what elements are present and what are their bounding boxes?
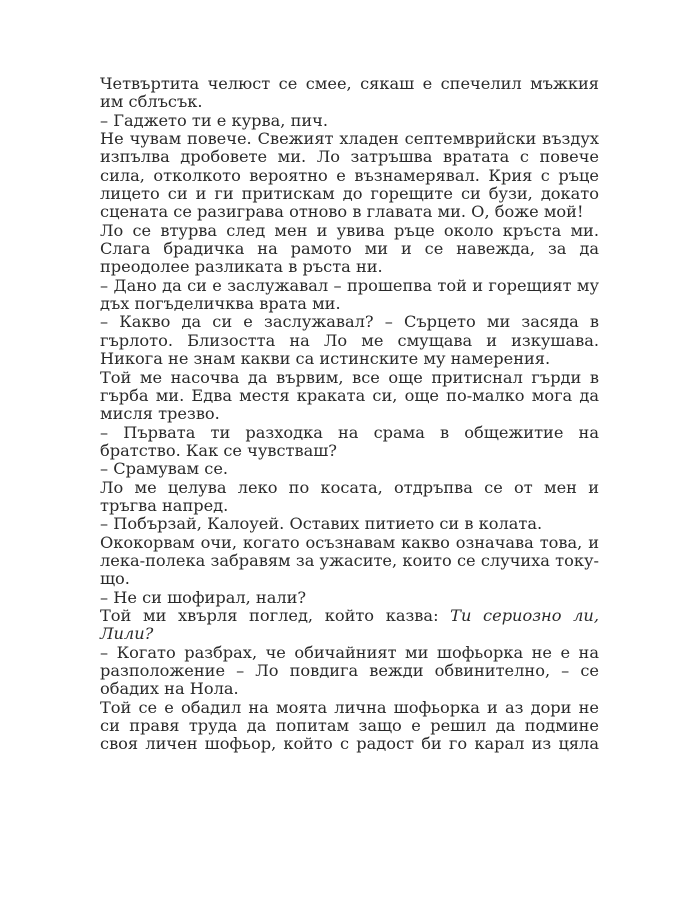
paragraph: – Първата ти разходка на срама в общежитие на братство. Как се чувстваш? bbox=[100, 422, 599, 460]
paragraph: – Какво да си е заслужавал? – Сърцето ми засяда в гърлото. Близостта на Ло ме смущава и изкушава. Никога не знам какви са истинските му намерения. bbox=[100, 312, 599, 369]
paragraph-text: Той ми хвърля поглед, който казва: bbox=[100, 605, 451, 625]
body-text bbox=[100, 75, 599, 754]
paragraph: Ло се втурва след мен и увива ръце около кръста ми. Слага брадичка на рамото ми и се навежда, за да преодолее разликата в ръста ни. bbox=[100, 220, 599, 277]
paragraph: – Не си шофирал, нали? bbox=[100, 587, 307, 607]
paragraph: Той се е обадил на моята лична шофьорка и аз дори не си правя труда да попитам защо е решил да подмине своя личен шофьор, който с радост би го карал из цяла bbox=[100, 697, 599, 754]
paragraph: Той ме насочва да вървим, все още притиснал гърди в гърба ми. Едва местя краката си, още по-малко мога да мисля трезво. bbox=[100, 367, 599, 424]
paragraph bbox=[100, 607, 599, 644]
paragraph: – Побързай, Калоуей. Оставих питието си в колата. bbox=[100, 514, 543, 534]
italic-thought: Ти сериозно ли, Лили? bbox=[100, 605, 599, 644]
paragraph: Четвъртита челюст се смее, сякаш е спечелил мъжкия им сблъсък. bbox=[100, 74, 599, 112]
paragraph: Ло ме целува леко по косата, отдръпва се от мен и тръгва напред. bbox=[100, 477, 599, 515]
paragraph: Не чувам повече. Свежият хладен септемврийски въздух изпълва дробовете ми. Ло затръшва вратата с повече сила, отколкото вероятно е възнамерявал. Крия с ръце лицето си и ги притискам до горещите си бузи, докато сцената се разиграва отново в главата ми. О, боже мой! bbox=[100, 129, 599, 222]
paragraph: Ококорвам очи, когато осъзнавам какво означава това, и лека-полека забравям за ужасите, които се случиха току-що. bbox=[100, 532, 599, 589]
paragraph: – Гаджето ти е курва, пич. bbox=[100, 110, 328, 130]
paragraph: – Когато разбрах, че обичайният ми шофьорка не е на разположение – Ло повдига вежди обвинително, – се обадих на Нола. bbox=[100, 642, 599, 699]
paragraph: – Дано да си е заслужавал – прошепва той и горещият му дъх погъделичква врата ми. bbox=[100, 275, 599, 314]
paragraph: – Срамувам се. bbox=[100, 459, 229, 479]
